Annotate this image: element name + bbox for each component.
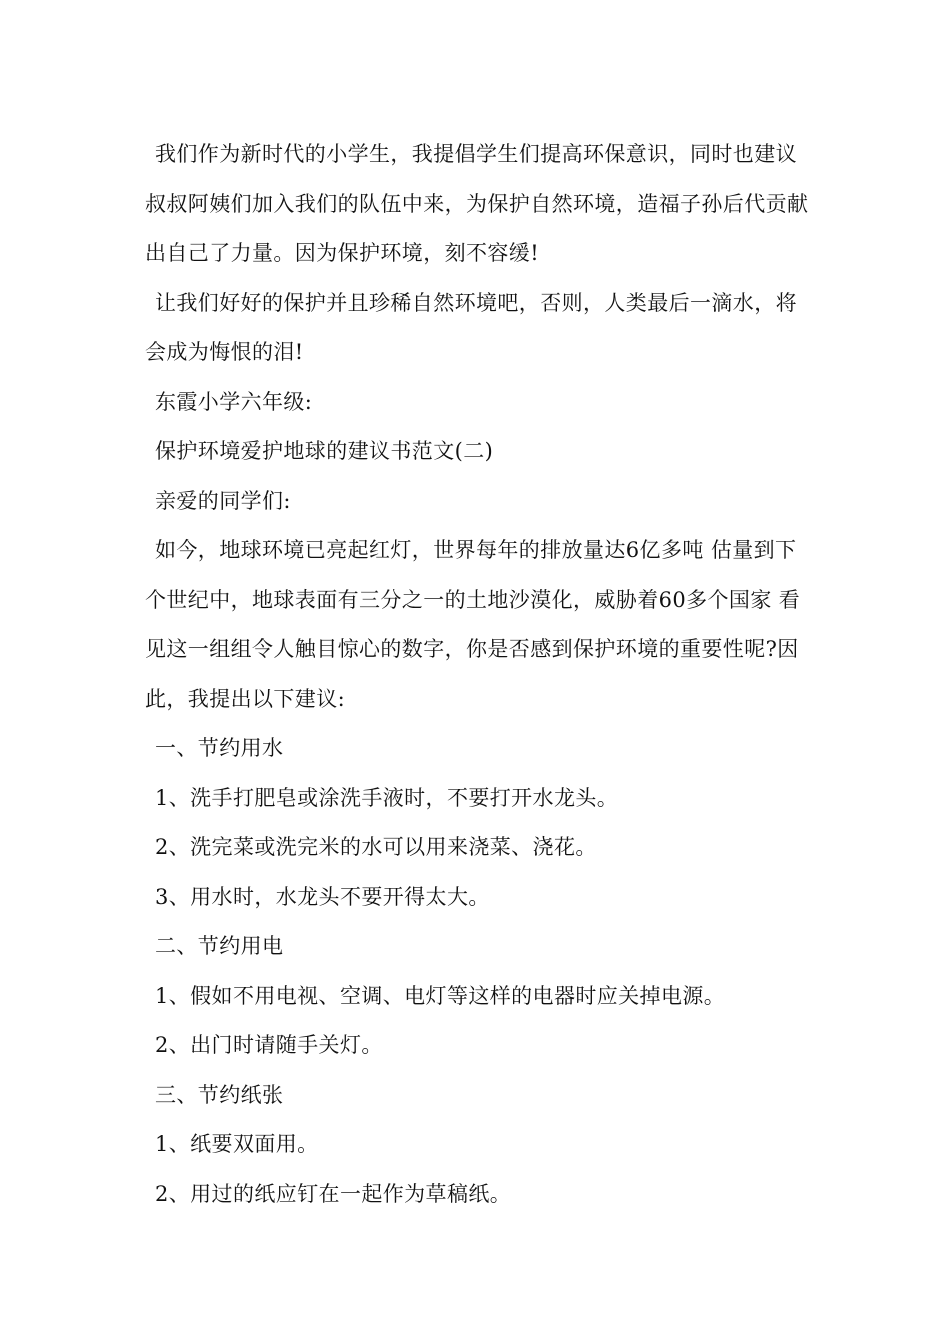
heading-save-water: 一、节约用水: [155, 736, 284, 760]
list-item: 2、出门时请随手关灯。: [155, 1033, 383, 1057]
section-title: 保护环境爱护地球的建议书范文(二): [155, 439, 494, 463]
list-item: 3、用水时，水龙头不要开得太大。: [155, 884, 490, 909]
list-item: 1、洗手打肥皂或涂洗手液时，不要打开水龙头。: [155, 785, 619, 810]
paragraph-protect-nature: 让我们好好的保护并且珍稀自然环境吧，否则，人类最后一滴水，将会成为悔恨的泪!: [145, 290, 797, 364]
paragraph-intro: 如今，地球环境已亮起红灯，世界每年的排放量达6亿多吨 估量到下个世纪中，地球表面有三分之一的土地沙漠化，威胁着60多个国家 看见这一组组令人触目惊心的数字，你是否感到保护环境的重要性呢?因此，我提出以下建议:: [145, 538, 801, 711]
list-item: 1、纸要双面用。: [155, 1132, 319, 1156]
list-item: 2、洗完菜或洗完米的水可以用来浇菜、浇花。: [155, 835, 597, 859]
list-item: 2、用过的纸应钉在一起作为草稿纸。: [155, 1181, 512, 1206]
signature-school: 东霞小学六年级:: [155, 389, 313, 414]
document-body: [145, 130, 815, 1219]
heading-save-paper: 三、节约纸张: [155, 1082, 284, 1107]
heading-save-electricity: 二、节约用电: [155, 934, 284, 958]
paragraph-proposal-closing: 我们作为新时代的小学生，我提倡学生们提高环保意识，同时也建议叔叔阿姨们加入我们的队伍中来，为保护自然环境，造福子孙后代贡献出自己了力量。因为保护环境，刻不容缓!: [145, 142, 809, 265]
salutation: 亲爱的同学们:: [155, 488, 291, 513]
list-item: 1、假如不用电视、空调、电灯等这样的电器时应关掉电源。: [155, 983, 726, 1008]
